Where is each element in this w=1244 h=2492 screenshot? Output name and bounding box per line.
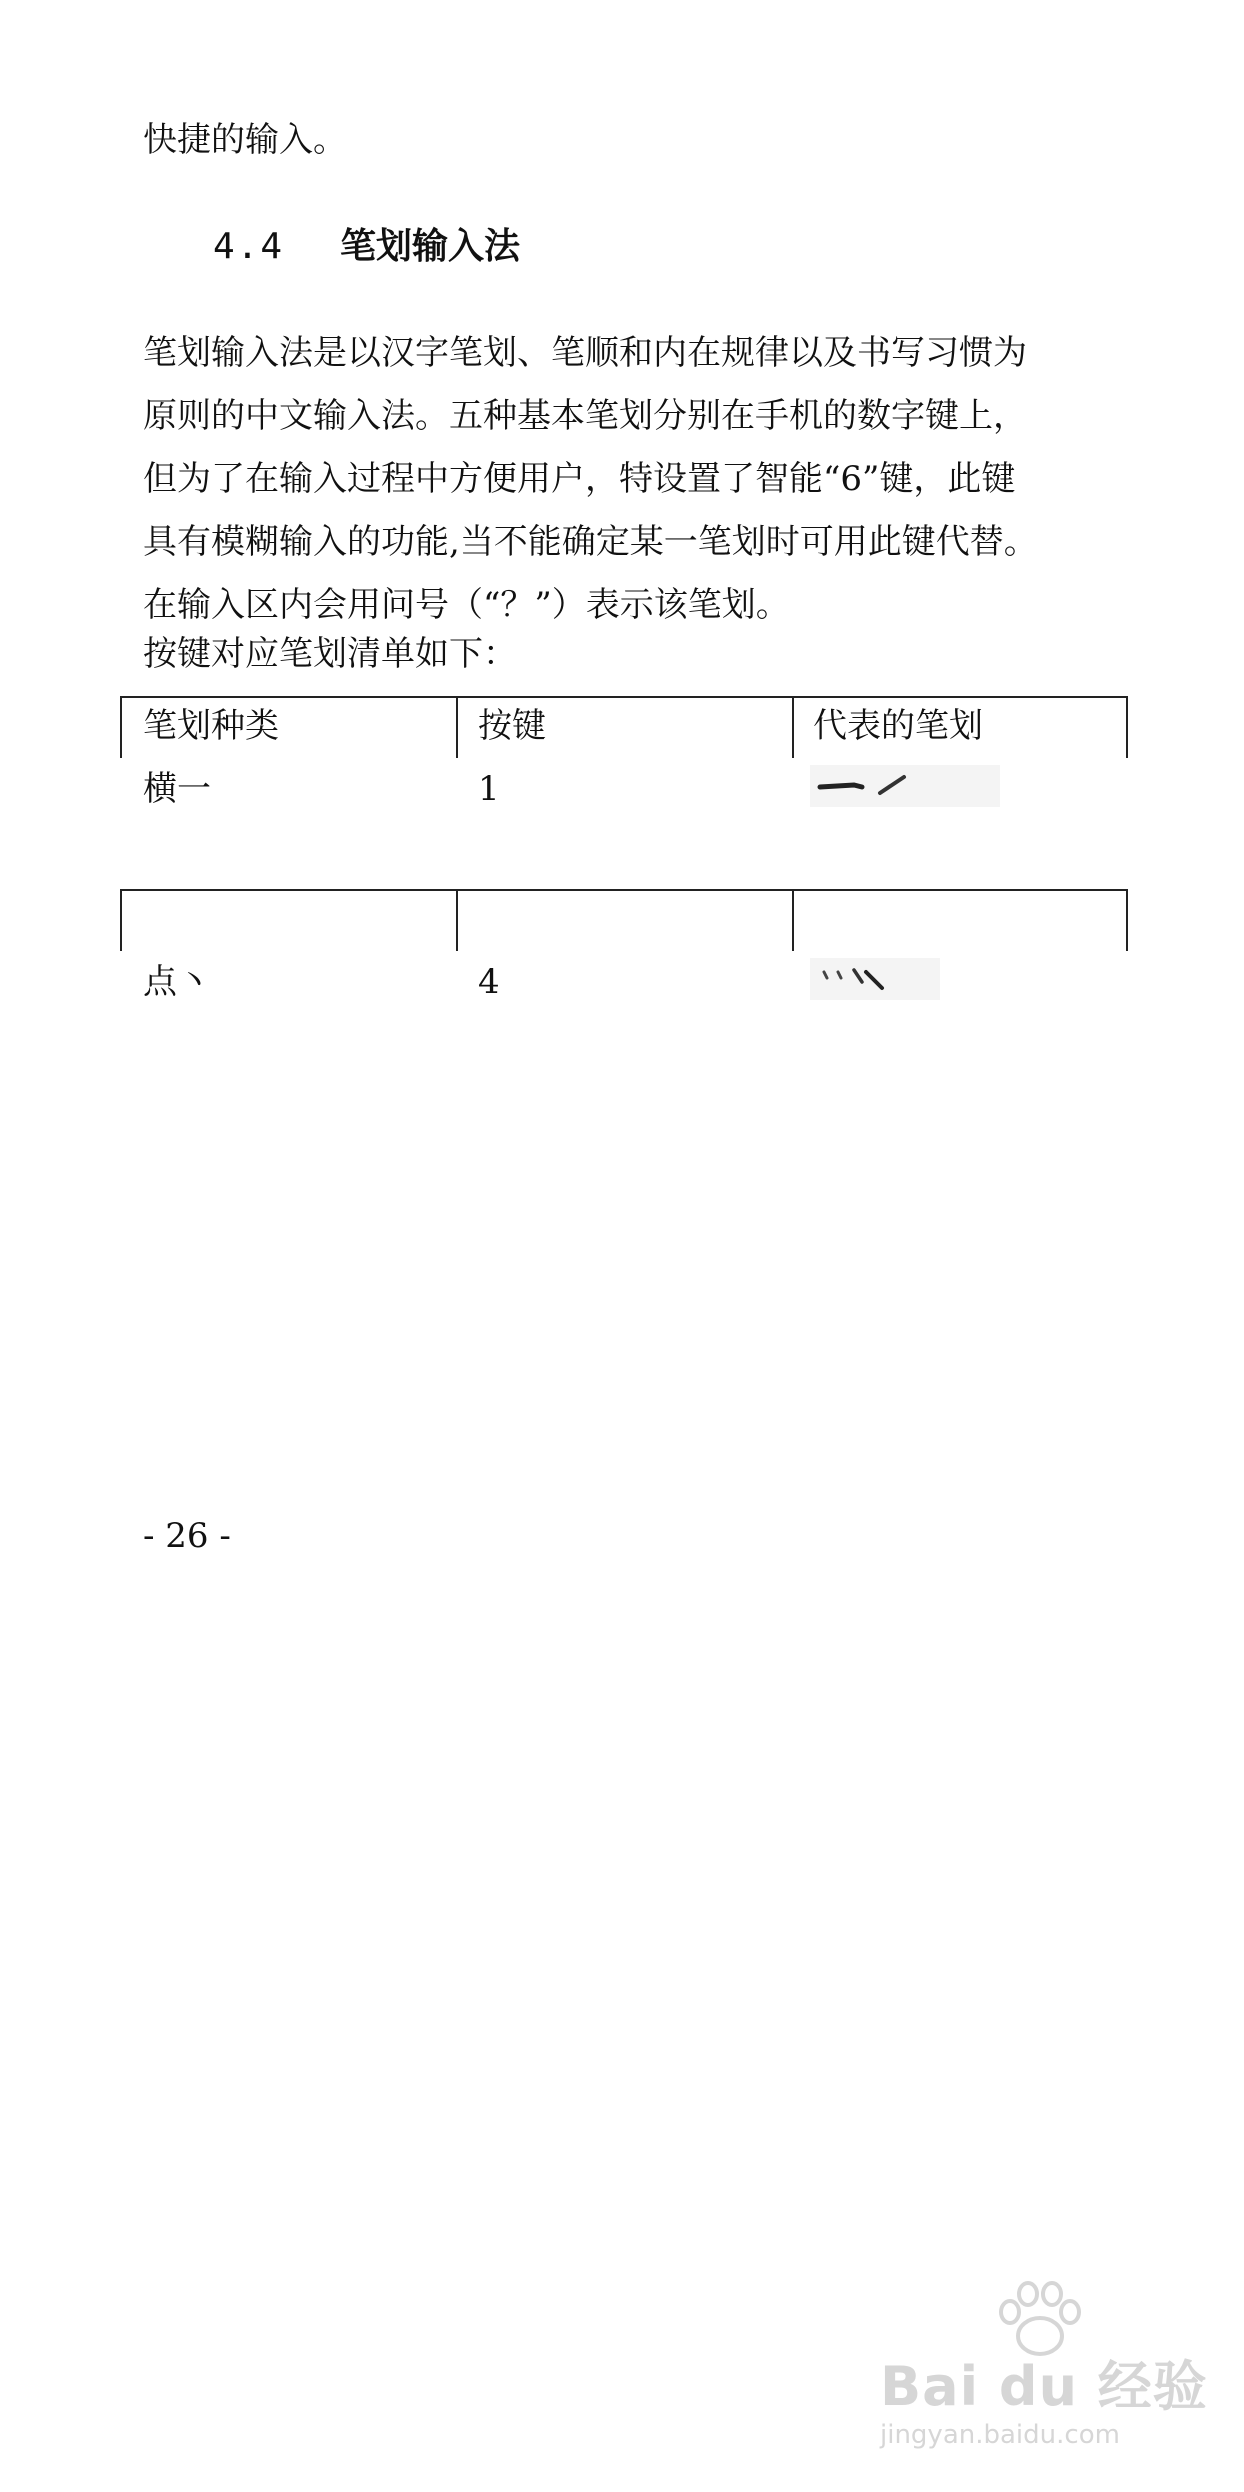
table-divider — [792, 698, 794, 758]
section-number: 4.4 — [213, 226, 285, 267]
table-divider — [456, 891, 458, 951]
table-divider — [792, 891, 794, 951]
table-row — [120, 960, 1128, 1020]
horizontal-and-rising-stroke-glyphs-icon — [810, 765, 1000, 807]
table-divider — [120, 698, 122, 758]
watermark — [880, 2280, 1208, 2470]
paragraph-line: 但为了在输入过程中方便用户，特设置了智能“6”键，此键 — [143, 459, 1016, 499]
row-kind: 点丶 — [143, 962, 211, 1002]
row-kind: 横一 — [143, 769, 211, 809]
watermark-url: jingyan.baidu.com — [880, 2420, 1120, 2450]
table-header — [120, 696, 1128, 758]
section-title: 笔划输入法 — [340, 226, 521, 267]
table-divider — [456, 698, 458, 758]
paragraph-line: 在输入区内会用问号（“？”）表示该笔划。 — [143, 585, 790, 625]
table-divider — [1126, 891, 1128, 951]
page-number: - 26 - — [143, 1516, 231, 1556]
table-intro: 按键对应笔划清单如下： — [143, 634, 517, 674]
row-key: 1 — [478, 769, 500, 809]
paragraph-line: 笔划输入法是以汉字笔划、笔顺和内在规律以及书写习惯为 — [143, 333, 1027, 373]
paragraph-line: 原则的中文输入法。五种基本笔划分别在手机的数字键上， — [143, 396, 1027, 436]
section-heading — [213, 222, 520, 272]
header-kind: 笔划种类 — [143, 706, 279, 746]
paragraph-line: 具有模糊输入的功能,当不能确定某一笔划时可用此键代替。 — [143, 522, 1038, 562]
table-row — [120, 767, 1128, 827]
table-divider — [120, 891, 122, 951]
body-paragraph — [143, 322, 1153, 637]
header-strokes: 代表的笔划 — [813, 706, 983, 746]
header-key: 按键 — [478, 706, 546, 746]
watermark-logo: Bai du 经验 — [880, 2355, 1208, 2418]
dot-stroke-glyphs-icon — [810, 958, 940, 1000]
lead-line: 快捷的输入。 — [143, 120, 347, 160]
row-key: 4 — [478, 962, 500, 1002]
table-divider — [1126, 698, 1128, 758]
table-row-separator — [120, 889, 1128, 951]
